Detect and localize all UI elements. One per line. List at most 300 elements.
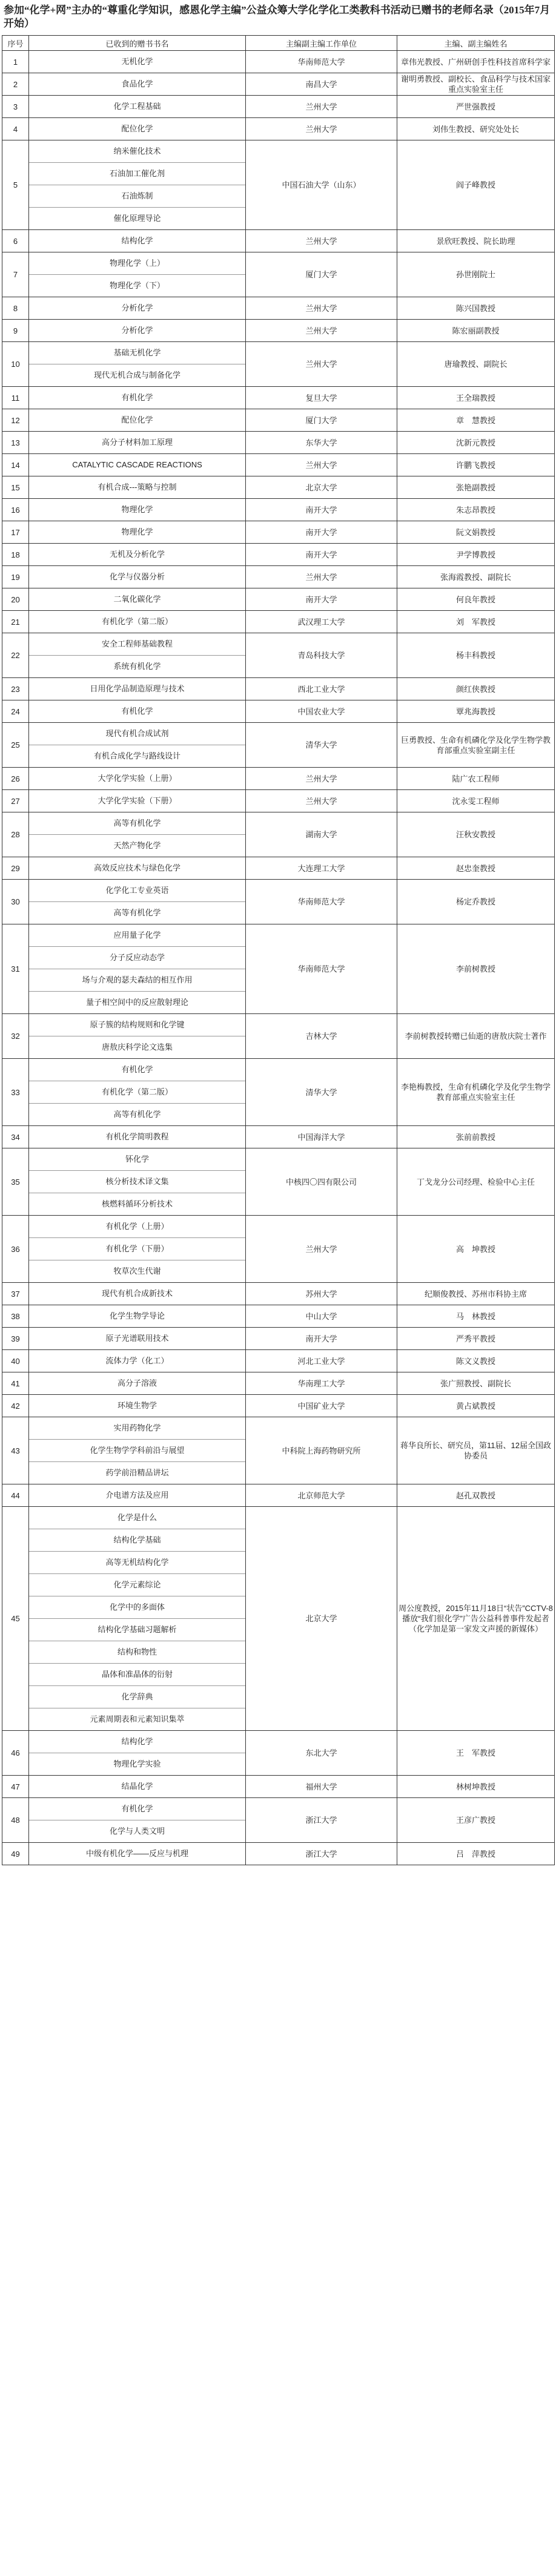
editor-unit: 清华大学 <box>246 1059 397 1126</box>
table-row <box>2 768 555 790</box>
editor-name: 沈永雯工程师 <box>397 790 555 812</box>
book-title: 有机化学 <box>29 1059 245 1081</box>
book-list <box>29 51 246 73</box>
book-title: 二氧化碳化学 <box>113 595 161 604</box>
row-number: 14 <box>2 454 29 476</box>
editor-name: 严秀平教授 <box>397 1328 555 1350</box>
row-number: 11 <box>2 387 29 409</box>
editor-name: 巨勇教授、生命有机磷化学及化学生物学教育部重点实验室副主任 <box>397 723 555 768</box>
book-list <box>29 790 246 812</box>
donation-table <box>2 35 555 1865</box>
editor-unit: 清华大学 <box>246 723 397 768</box>
editor-unit: 南开大学 <box>246 499 397 521</box>
book-title: 化学化工专业英语 <box>29 880 245 902</box>
editor-name: 孙世刚院士 <box>397 252 555 297</box>
book-list <box>29 924 246 1014</box>
editor-name: 李前树教授转赠已仙逝的唐敖庆院士著作 <box>397 1014 555 1059</box>
editor-name: 汪秋安教授 <box>397 812 555 857</box>
editor-unit: 厦门大学 <box>246 409 397 432</box>
editor-name: 阮文娟教授 <box>397 521 555 544</box>
table-row <box>2 387 555 409</box>
row-number: 39 <box>2 1328 29 1350</box>
row-number: 5 <box>2 140 29 230</box>
book-title: 配位化学 <box>121 124 153 133</box>
book-list <box>29 566 246 588</box>
book-title: 化学工程基础 <box>113 102 161 111</box>
page-title: 参加“化学+网”主办的“尊重化学知识，感恩化学主编”公益众筹大学化学化工类教科书活动已赠书的老师名录（2015年7月开始） <box>4 4 551 29</box>
editor-name: 吕 萍教授 <box>397 1843 555 1865</box>
book-title: 钚化学 <box>29 1148 245 1171</box>
editor-unit: 兰州大学 <box>246 96 397 118</box>
book-title: 高等有机化学 <box>29 812 245 835</box>
row-number: 46 <box>2 1731 29 1776</box>
table-row <box>2 51 555 73</box>
editor-name: 景欣旺教授、院长助理 <box>397 230 555 252</box>
book-list <box>29 1014 246 1059</box>
editor-name: 唐瑜教授、副院长 <box>397 342 555 387</box>
book-list <box>29 1372 246 1395</box>
book-title: 化学生物学导论 <box>109 1311 165 1320</box>
book-list <box>29 1216 246 1283</box>
editor-name: 章伟光教授、广州研创手性科技首席科学家 <box>397 51 555 73</box>
book-title: 现代有机合成新技术 <box>101 1289 173 1298</box>
editor-unit: 中科院上海药物研究所 <box>246 1417 397 1484</box>
book-title: 天然产物化学 <box>113 841 161 850</box>
editor-unit: 河北工业大学 <box>246 1350 397 1372</box>
row-number: 15 <box>2 476 29 499</box>
book-title: 化学辞典 <box>29 1686 245 1708</box>
book-title: 化学是什么 <box>29 1507 245 1529</box>
editor-name: 高 坤教授 <box>397 1216 555 1283</box>
editor-unit: 中山大学 <box>246 1305 397 1328</box>
row-number: 31 <box>2 924 29 1014</box>
table-row <box>2 812 555 857</box>
row-number: 49 <box>2 1843 29 1865</box>
row-number: 20 <box>2 588 29 611</box>
editor-name: 王全瑞教授 <box>397 387 555 409</box>
table-row <box>2 678 555 700</box>
book-title: 元素周期表和元素知识集萃 <box>90 1715 185 1724</box>
book-list <box>29 678 246 700</box>
row-number: 37 <box>2 1283 29 1305</box>
book-list <box>29 1395 246 1417</box>
row-number: 6 <box>2 230 29 252</box>
editor-unit: 南开大学 <box>246 521 397 544</box>
book-title: 有机化学（第二版） <box>101 617 173 626</box>
editor-name: 何良年教授 <box>397 588 555 611</box>
book-list <box>29 633 246 678</box>
book-list <box>29 96 246 118</box>
editor-unit: 西北工业大学 <box>246 678 397 700</box>
editor-unit: 北京师范大学 <box>246 1484 397 1507</box>
table-row <box>2 320 555 342</box>
editor-name: 陈宏丽副教授 <box>397 320 555 342</box>
table-row <box>2 700 555 723</box>
editor-name: 丁戈龙分公司经理、检验中心主任 <box>397 1148 555 1216</box>
book-title: 高分子溶液 <box>117 1379 157 1388</box>
book-title: 有机合成化学与路线设计 <box>93 751 180 760</box>
table-row <box>2 566 555 588</box>
editor-unit: 中国石油大学（山东） <box>246 140 397 230</box>
book-list <box>29 1843 246 1865</box>
table-row <box>2 1395 555 1417</box>
table-header-row <box>2 36 555 51</box>
table-row <box>2 1776 555 1798</box>
editor-unit: 兰州大学 <box>246 454 397 476</box>
editor-name: 章 慧教授 <box>397 409 555 432</box>
book-title: 化学中的多面体 <box>29 1596 245 1619</box>
book-title: 食品化学 <box>121 79 153 88</box>
book-title: 介电谱方法及应用 <box>105 1491 169 1500</box>
book-list <box>29 230 246 252</box>
book-list <box>29 1350 246 1372</box>
table-row <box>2 297 555 320</box>
book-title: 化学与人类文明 <box>109 1827 165 1836</box>
book-title: 结构化学基础习题解析 <box>29 1619 245 1641</box>
editor-name: 阎子峰教授 <box>397 140 555 230</box>
table-row <box>2 1484 555 1507</box>
book-list <box>29 1305 246 1328</box>
row-number: 48 <box>2 1798 29 1843</box>
book-title: 现代有机合成试剂 <box>29 723 245 745</box>
table-row <box>2 544 555 566</box>
row-number: 2 <box>2 73 29 96</box>
editor-unit: 南开大学 <box>246 544 397 566</box>
editor-name: 纪顺俊教授、苏州市科协主席 <box>397 1283 555 1305</box>
book-list <box>29 454 246 476</box>
row-number: 3 <box>2 96 29 118</box>
editor-name: 赵忠奎教授 <box>397 857 555 880</box>
book-title: 高等有机化学 <box>113 1110 161 1119</box>
row-number: 29 <box>2 857 29 880</box>
table-row <box>2 499 555 521</box>
editor-unit: 吉林大学 <box>246 1014 397 1059</box>
book-list <box>29 1328 246 1350</box>
row-number: 24 <box>2 700 29 723</box>
header-unit: 主编副主编工作单位 <box>246 36 397 51</box>
editor-unit: 湖南大学 <box>246 812 397 857</box>
book-list <box>29 544 246 566</box>
editor-unit: 南开大学 <box>246 588 397 611</box>
editor-unit: 中国矿业大学 <box>246 1395 397 1417</box>
editor-unit: 北京大学 <box>246 1507 397 1731</box>
editor-unit: 中国农业大学 <box>246 700 397 723</box>
book-title: 高等有机化学 <box>113 908 161 917</box>
row-number: 8 <box>2 297 29 320</box>
table-row <box>2 790 555 812</box>
editor-unit: 华南师范大学 <box>246 880 397 924</box>
book-title: 化学生物学学科前沿与展望 <box>29 1440 245 1462</box>
book-title: 基础无机化学 <box>29 342 245 364</box>
book-list <box>29 297 246 320</box>
editor-name: 陆广农工程师 <box>397 768 555 790</box>
book-title: 系统有机化学 <box>113 662 161 671</box>
book-list <box>29 1059 246 1126</box>
book-list <box>29 320 246 342</box>
editor-name: 蒋华良所长、研究员，第11届、12届全国政协委员 <box>397 1417 555 1484</box>
book-list <box>29 880 246 924</box>
editor-name: 颜红侠教授 <box>397 678 555 700</box>
table-row <box>2 454 555 476</box>
book-title: 唐敖庆科学论文选集 <box>101 1043 173 1052</box>
book-title: 环境生物学 <box>117 1401 157 1410</box>
table-row <box>2 1350 555 1372</box>
book-list <box>29 1776 246 1798</box>
editor-name: 张艳副教授 <box>397 476 555 499</box>
editor-name: 陈文义教授 <box>397 1350 555 1372</box>
table-row <box>2 476 555 499</box>
editor-unit: 兰州大学 <box>246 342 397 387</box>
row-number: 42 <box>2 1395 29 1417</box>
book-title: 无机及分析化学 <box>109 550 165 559</box>
book-title: 有机化学 <box>29 1798 245 1820</box>
editor-name: 林树坤教授 <box>397 1776 555 1798</box>
editor-name: 覃兆海教授 <box>397 700 555 723</box>
editor-name: 张海霞教授、副院长 <box>397 566 555 588</box>
editor-name: 朱志昂教授 <box>397 499 555 521</box>
row-number: 43 <box>2 1417 29 1484</box>
row-number: 18 <box>2 544 29 566</box>
book-title: 实用药物化学 <box>29 1417 245 1440</box>
row-number: 32 <box>2 1014 29 1059</box>
book-title: 物理化学（下） <box>109 281 165 290</box>
row-number: 30 <box>2 880 29 924</box>
table-row <box>2 1798 555 1843</box>
book-list <box>29 857 246 880</box>
book-title: 高分子材料加工原理 <box>101 438 173 447</box>
row-number: 28 <box>2 812 29 857</box>
book-title: 场与介观的瑟夫森结的相互作用 <box>29 969 245 992</box>
book-list <box>29 1148 246 1216</box>
editor-unit: 兰州大学 <box>246 118 397 140</box>
table-row <box>2 73 555 96</box>
book-list <box>29 476 246 499</box>
book-list <box>29 588 246 611</box>
editor-name: 许鹏飞教授 <box>397 454 555 476</box>
editor-name: 陈兴国教授 <box>397 297 555 320</box>
editor-name: 王彦广教授 <box>397 1798 555 1843</box>
editor-unit: 兰州大学 <box>246 768 397 790</box>
row-number: 47 <box>2 1776 29 1798</box>
book-list <box>29 723 246 768</box>
book-title: 分析化学 <box>121 326 153 335</box>
editor-name: 张前前教授 <box>397 1126 555 1148</box>
table-row <box>2 1126 555 1148</box>
table-row <box>2 1507 555 1731</box>
editor-name: 周公度教授，2015年11月18日“状告”CCTV-8播放“我们很化学”广告公益科普事件发起者（化学加是第一家发文声援的新媒体） <box>397 1507 555 1731</box>
table-row <box>2 96 555 118</box>
book-title: 结构和物性 <box>29 1641 245 1664</box>
table-row <box>2 342 555 387</box>
book-title: 催化原理导论 <box>113 214 161 223</box>
editor-unit: 兰州大学 <box>246 230 397 252</box>
book-title: 结构化学 <box>29 1731 245 1753</box>
table-row <box>2 252 555 297</box>
editor-unit: 厦门大学 <box>246 252 397 297</box>
row-number: 25 <box>2 723 29 768</box>
book-list <box>29 387 246 409</box>
book-list <box>29 1507 246 1731</box>
book-title: 核燃料循环分析技术 <box>101 1199 173 1208</box>
row-number: 38 <box>2 1305 29 1328</box>
book-title: 结构化学基础 <box>29 1529 245 1552</box>
table-row <box>2 723 555 768</box>
book-title: 有机合成---策略与控制 <box>98 483 177 492</box>
editor-name: 李艳梅教授，生命有机磷化学及化学生物学教育部重点实验室主任 <box>397 1059 555 1126</box>
editor-name: 谢明勇教授、副校长、食品科学与技术国家重点实验室主任 <box>397 73 555 96</box>
book-title: 物理化学 <box>121 505 153 514</box>
table-row <box>2 588 555 611</box>
book-title: 石油加工催化剂 <box>29 163 245 185</box>
table-row <box>2 1731 555 1776</box>
row-number: 35 <box>2 1148 29 1216</box>
editor-name: 黄占斌教授 <box>397 1395 555 1417</box>
header-books: 已收到的赠书书名 <box>29 36 246 51</box>
editor-unit: 浙江大学 <box>246 1843 397 1865</box>
table-row <box>2 924 555 1014</box>
book-title: 石油炼制 <box>29 185 245 208</box>
editor-unit: 华南理工大学 <box>246 1372 397 1395</box>
table-row <box>2 1148 555 1216</box>
editor-unit: 中国海洋大学 <box>246 1126 397 1148</box>
book-list <box>29 499 246 521</box>
editor-unit: 中核四〇四有限公司 <box>246 1148 397 1216</box>
book-title: 应用量子化学 <box>29 924 245 947</box>
book-list <box>29 1798 246 1843</box>
book-title: 原子簇的结构规则和化学键 <box>29 1014 245 1036</box>
book-title: 化学与仪器分析 <box>109 572 165 581</box>
editor-name: 杨丰科教授 <box>397 633 555 678</box>
book-title: 安全工程师基础教程 <box>29 633 245 656</box>
book-title: 流体力学（化工） <box>105 1356 169 1365</box>
table-row <box>2 140 555 230</box>
table-row <box>2 1216 555 1283</box>
book-list <box>29 342 246 387</box>
editor-unit: 兰州大学 <box>246 566 397 588</box>
editor-name: 杨定乔教授 <box>397 880 555 924</box>
book-title: 化学元素综论 <box>29 1574 245 1596</box>
book-title: 大学化学实验（上册） <box>98 774 177 783</box>
editor-unit: 大连理工大学 <box>246 857 397 880</box>
editor-unit: 东华大学 <box>246 432 397 454</box>
table-row <box>2 633 555 678</box>
row-number: 7 <box>2 252 29 297</box>
book-title: 物理化学（上） <box>29 252 245 275</box>
editor-name: 马 林教授 <box>397 1305 555 1328</box>
editor-name: 张广照教授、副院长 <box>397 1372 555 1395</box>
table-row <box>2 409 555 432</box>
table-row <box>2 230 555 252</box>
book-title: 配位化学 <box>121 415 153 424</box>
book-title: 现代无机合成与制备化学 <box>93 371 180 380</box>
book-list <box>29 768 246 790</box>
table-row <box>2 1843 555 1865</box>
editor-name: 尹学博教授 <box>397 544 555 566</box>
book-list <box>29 252 246 297</box>
editor-unit: 华南师范大学 <box>246 924 397 1014</box>
row-number: 19 <box>2 566 29 588</box>
editor-unit: 兰州大学 <box>246 320 397 342</box>
row-number: 21 <box>2 611 29 633</box>
row-number: 34 <box>2 1126 29 1148</box>
table-row <box>2 1328 555 1350</box>
editor-unit: 青岛科技大学 <box>246 633 397 678</box>
table-row <box>2 611 555 633</box>
row-number: 17 <box>2 521 29 544</box>
row-number: 41 <box>2 1372 29 1395</box>
row-number: 9 <box>2 320 29 342</box>
table-row <box>2 118 555 140</box>
row-number: 44 <box>2 1484 29 1507</box>
book-title: 有机化学（上册） <box>29 1216 245 1238</box>
editor-unit: 武汉理工大学 <box>246 611 397 633</box>
row-number: 40 <box>2 1350 29 1372</box>
book-title: 有机化学 <box>121 707 153 716</box>
book-title: 有机化学（第二版） <box>29 1081 245 1104</box>
editor-unit: 兰州大学 <box>246 790 397 812</box>
table-row <box>2 857 555 880</box>
table-row <box>2 1417 555 1484</box>
book-list <box>29 521 246 544</box>
table-row <box>2 1283 555 1305</box>
editor-unit: 兰州大学 <box>246 1216 397 1283</box>
table-row <box>2 1305 555 1328</box>
row-number: 4 <box>2 118 29 140</box>
table-row <box>2 880 555 924</box>
row-number: 22 <box>2 633 29 678</box>
editor-name: 沈新元教授 <box>397 432 555 454</box>
book-list <box>29 812 246 857</box>
editor-unit: 南昌大学 <box>246 73 397 96</box>
book-list <box>29 73 246 96</box>
book-title: CATALYTIC CASCADE REACTIONS <box>72 460 202 469</box>
header-number: 序号 <box>2 36 29 51</box>
editor-unit: 北京大学 <box>246 476 397 499</box>
row-number: 26 <box>2 768 29 790</box>
header-editor: 主编、副主编姓名 <box>397 36 555 51</box>
book-list <box>29 1283 246 1305</box>
table-row <box>2 1014 555 1059</box>
editor-name: 李前树教授 <box>397 924 555 1014</box>
row-number: 12 <box>2 409 29 432</box>
book-title: 量子相空间中的反应散射理论 <box>85 998 188 1007</box>
book-title: 高等无机结构化学 <box>29 1552 245 1574</box>
row-number: 23 <box>2 678 29 700</box>
row-number: 13 <box>2 432 29 454</box>
book-list <box>29 432 246 454</box>
book-list <box>29 140 246 230</box>
book-title: 分子反应动态学 <box>29 947 245 969</box>
book-list <box>29 700 246 723</box>
book-title: 中级有机化学——反应与机理 <box>85 1849 188 1858</box>
book-title: 有机化学简明教程 <box>105 1132 169 1141</box>
book-title: 有机化学（下册） <box>29 1238 245 1260</box>
editor-unit: 浙江大学 <box>246 1798 397 1843</box>
row-number: 45 <box>2 1507 29 1731</box>
book-title: 无机化学 <box>121 57 153 66</box>
book-list <box>29 1417 246 1484</box>
book-title: 原子光谱联用技术 <box>105 1334 169 1343</box>
row-number: 16 <box>2 499 29 521</box>
book-title: 晶体和准晶体的衍射 <box>29 1664 245 1686</box>
book-title: 日用化学品制造原理与技术 <box>90 684 185 693</box>
editor-name: 严世强教授 <box>397 96 555 118</box>
book-title: 药学前沿精品讲坛 <box>105 1468 169 1477</box>
book-title: 大学化学实验（下册） <box>98 796 177 805</box>
book-title: 物理化学实验 <box>113 1759 161 1768</box>
table-row <box>2 521 555 544</box>
book-title: 结晶化学 <box>121 1782 153 1791</box>
